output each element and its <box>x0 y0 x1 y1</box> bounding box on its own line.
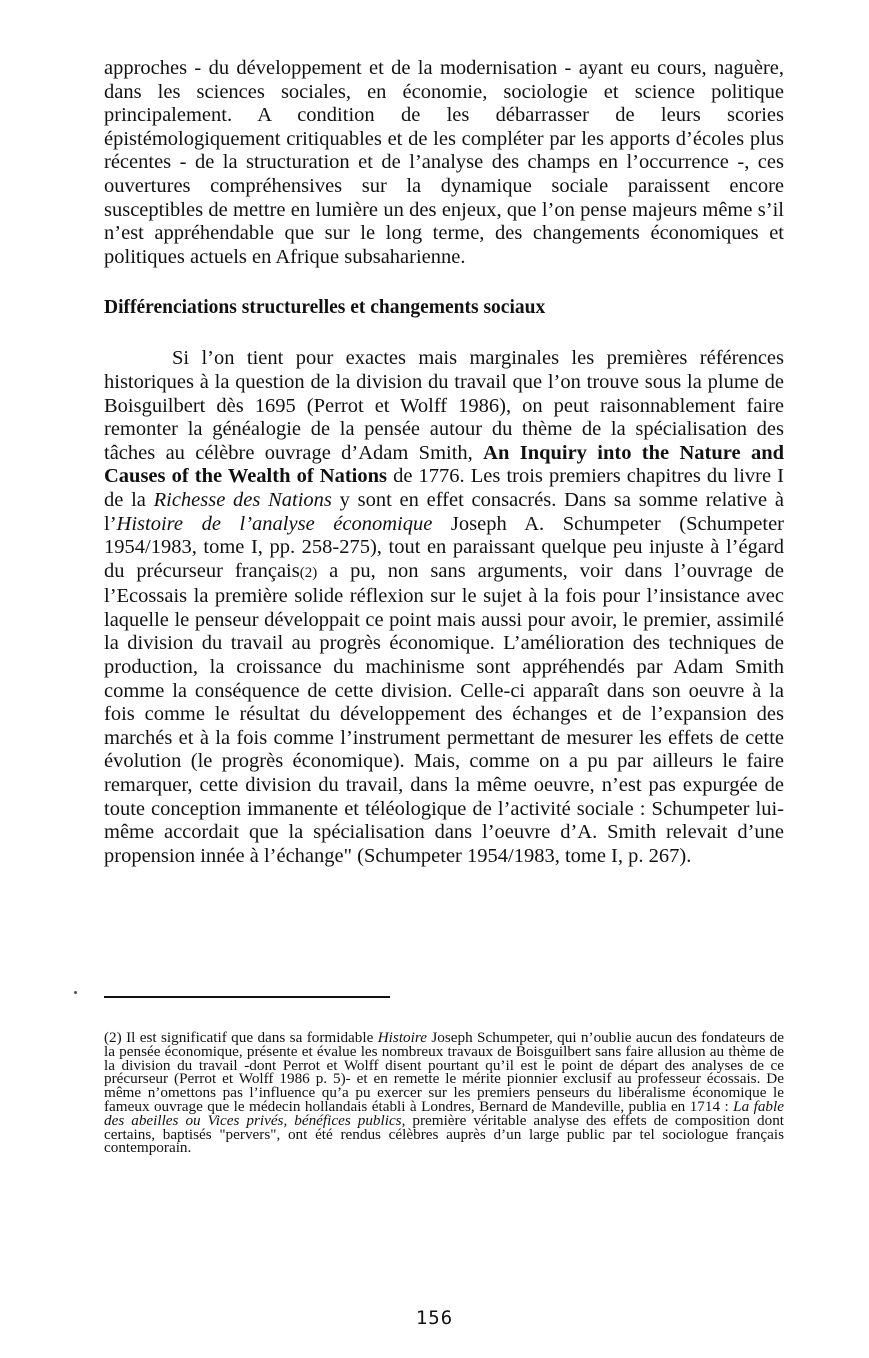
paragraph-text-5: a pu, non sans arguments, voir dans l’ouvrage de l’Ecossais la première solide réflexion sur le sujet à la fois pour l’insistance avec laquelle le penseur développait ce point mais aussi pour avoir, le premier, assimilé la division du travail au progrès économique. L’amélioration des techniques de production, la croissance du machinisme sont appréhendés par Adam Smith comme la conséquence de cette division. Celle-ci apparaît dans son oeuvre à la fois comme le résultat du développement des échanges et de l’expansion des marchés et à la fois comme l’instrument permettant de mesurer les effets de cette évolution (le progrès économique). Mais, comme on a pu par ailleurs le faire remarquer, cette division du travail, dans la même oeuvre, n’est pas expurgée de toute conception immanente et téléologique de l’activité sociale : Schumpeter lui-même accordait que la spécialisation dans l’oeuvre d’A. Smith relevait d’une propension innée à l’échange" (Schumpeter 1954/1983, tome I, p. 267). <box>104 559 784 867</box>
page-number: 156 <box>415 1307 454 1329</box>
footnote-text-1: (2) Il est significatif que dans sa formidable <box>104 1029 378 1046</box>
title-richesse-des-nations: Richesse des Nations <box>153 488 332 511</box>
footnote-text-2: Joseph Schumpeter, qui n’oublie aucun des fondateurs de la pensée économique, présente et évalue les nombreux travaux de Boisguilbert sans faire allusion au thème de la division du travail -dont Perrot et Wolff disent pourtant qu’il est le point de départ des analyses de ce précurseur (Perrot et Wolff 1986 p. 5)- et en remette le mérite pionnier exclusif au professeur écossais. De même n’omettons pas l’influence qu’a pu exercer sur les premiers penseurs du libéralisme économique le fameux ouvrage que le médecin hollandais établi à Londres, Bernard de Mandeville, publia en 1714 : <box>104 1029 784 1115</box>
title-histoire-analyse-economique: Histoire de l’analyse économique <box>116 512 433 535</box>
paragraph-division-du-travail <box>104 347 784 868</box>
book-title-wealth-of-nations: An Inquiry into the Nature and Causes of the Wealth of Nations <box>104 441 784 488</box>
footnote <box>104 1031 784 1155</box>
footnote-title-histoire: Histoire <box>377 1029 427 1046</box>
paragraph-intro: approches - du développement et de la modernisation - ayant eu cours, naguère, dans les sciences sociales, en économie, sociologie et science politique principalement. A condition de les débarrasser de leurs scories épistémologiquement critiquables et de les compléter par les apports d’écoles plus récentes - de la structuration et de l’analyse des champs en l’occurrence -, ces ouvertures compréhensives sur la dynamique sociale paraissent encore susceptibles de mettre en lumière un des enjeux, que l’on pense majeurs même s’il n’est appréhendable que sur le long terme, des changements économiques et politiques actuels en Afrique subsaharienne. <box>104 57 784 268</box>
page-body <box>104 57 784 868</box>
paragraph-text-2: de 1776. Les trois premiers chapitres du livre I de la <box>104 465 784 511</box>
footnote-reference: (2) <box>299 564 318 581</box>
footnote-text-3: , première véritable analyse des effets de composition dont certains, baptisés "pervers", ont été rendus célèbres auprès d’un large public par tel sociologue français contemporain. <box>104 1111 785 1157</box>
paragraph-text-1: Si l’on tient pour exactes mais marginales les premières références historiques à la question de la division du travail que l’on trouve sous la plume de Boisguilbert dès 1695 (Perrot et Wolff 1986), on peut raisonnablement faire remonter la généalogie de la pensée autour du thème de la spécialisation des tâches au célèbre ouvrage d’Adam Smith, <box>104 347 784 464</box>
footnote-title-fable-des-abeilles: La fable des abeilles ou Vices privés, bénéfices publics <box>104 1097 784 1129</box>
footnote-separator <box>104 996 390 998</box>
section-heading: Différenciations structurelles et changements sociaux <box>104 297 546 319</box>
paragraph-text-4: Joseph A. Schumpeter (Schumpeter 1954/1983, tome I, pp. 258-275), tout en paraissant quelque peu injuste à l’égard du précurseur français <box>104 512 784 582</box>
paragraph-text-3: y sont en effet consacrés. Dans sa somme relative à l’ <box>104 488 784 535</box>
margin-mark <box>74 991 77 994</box>
